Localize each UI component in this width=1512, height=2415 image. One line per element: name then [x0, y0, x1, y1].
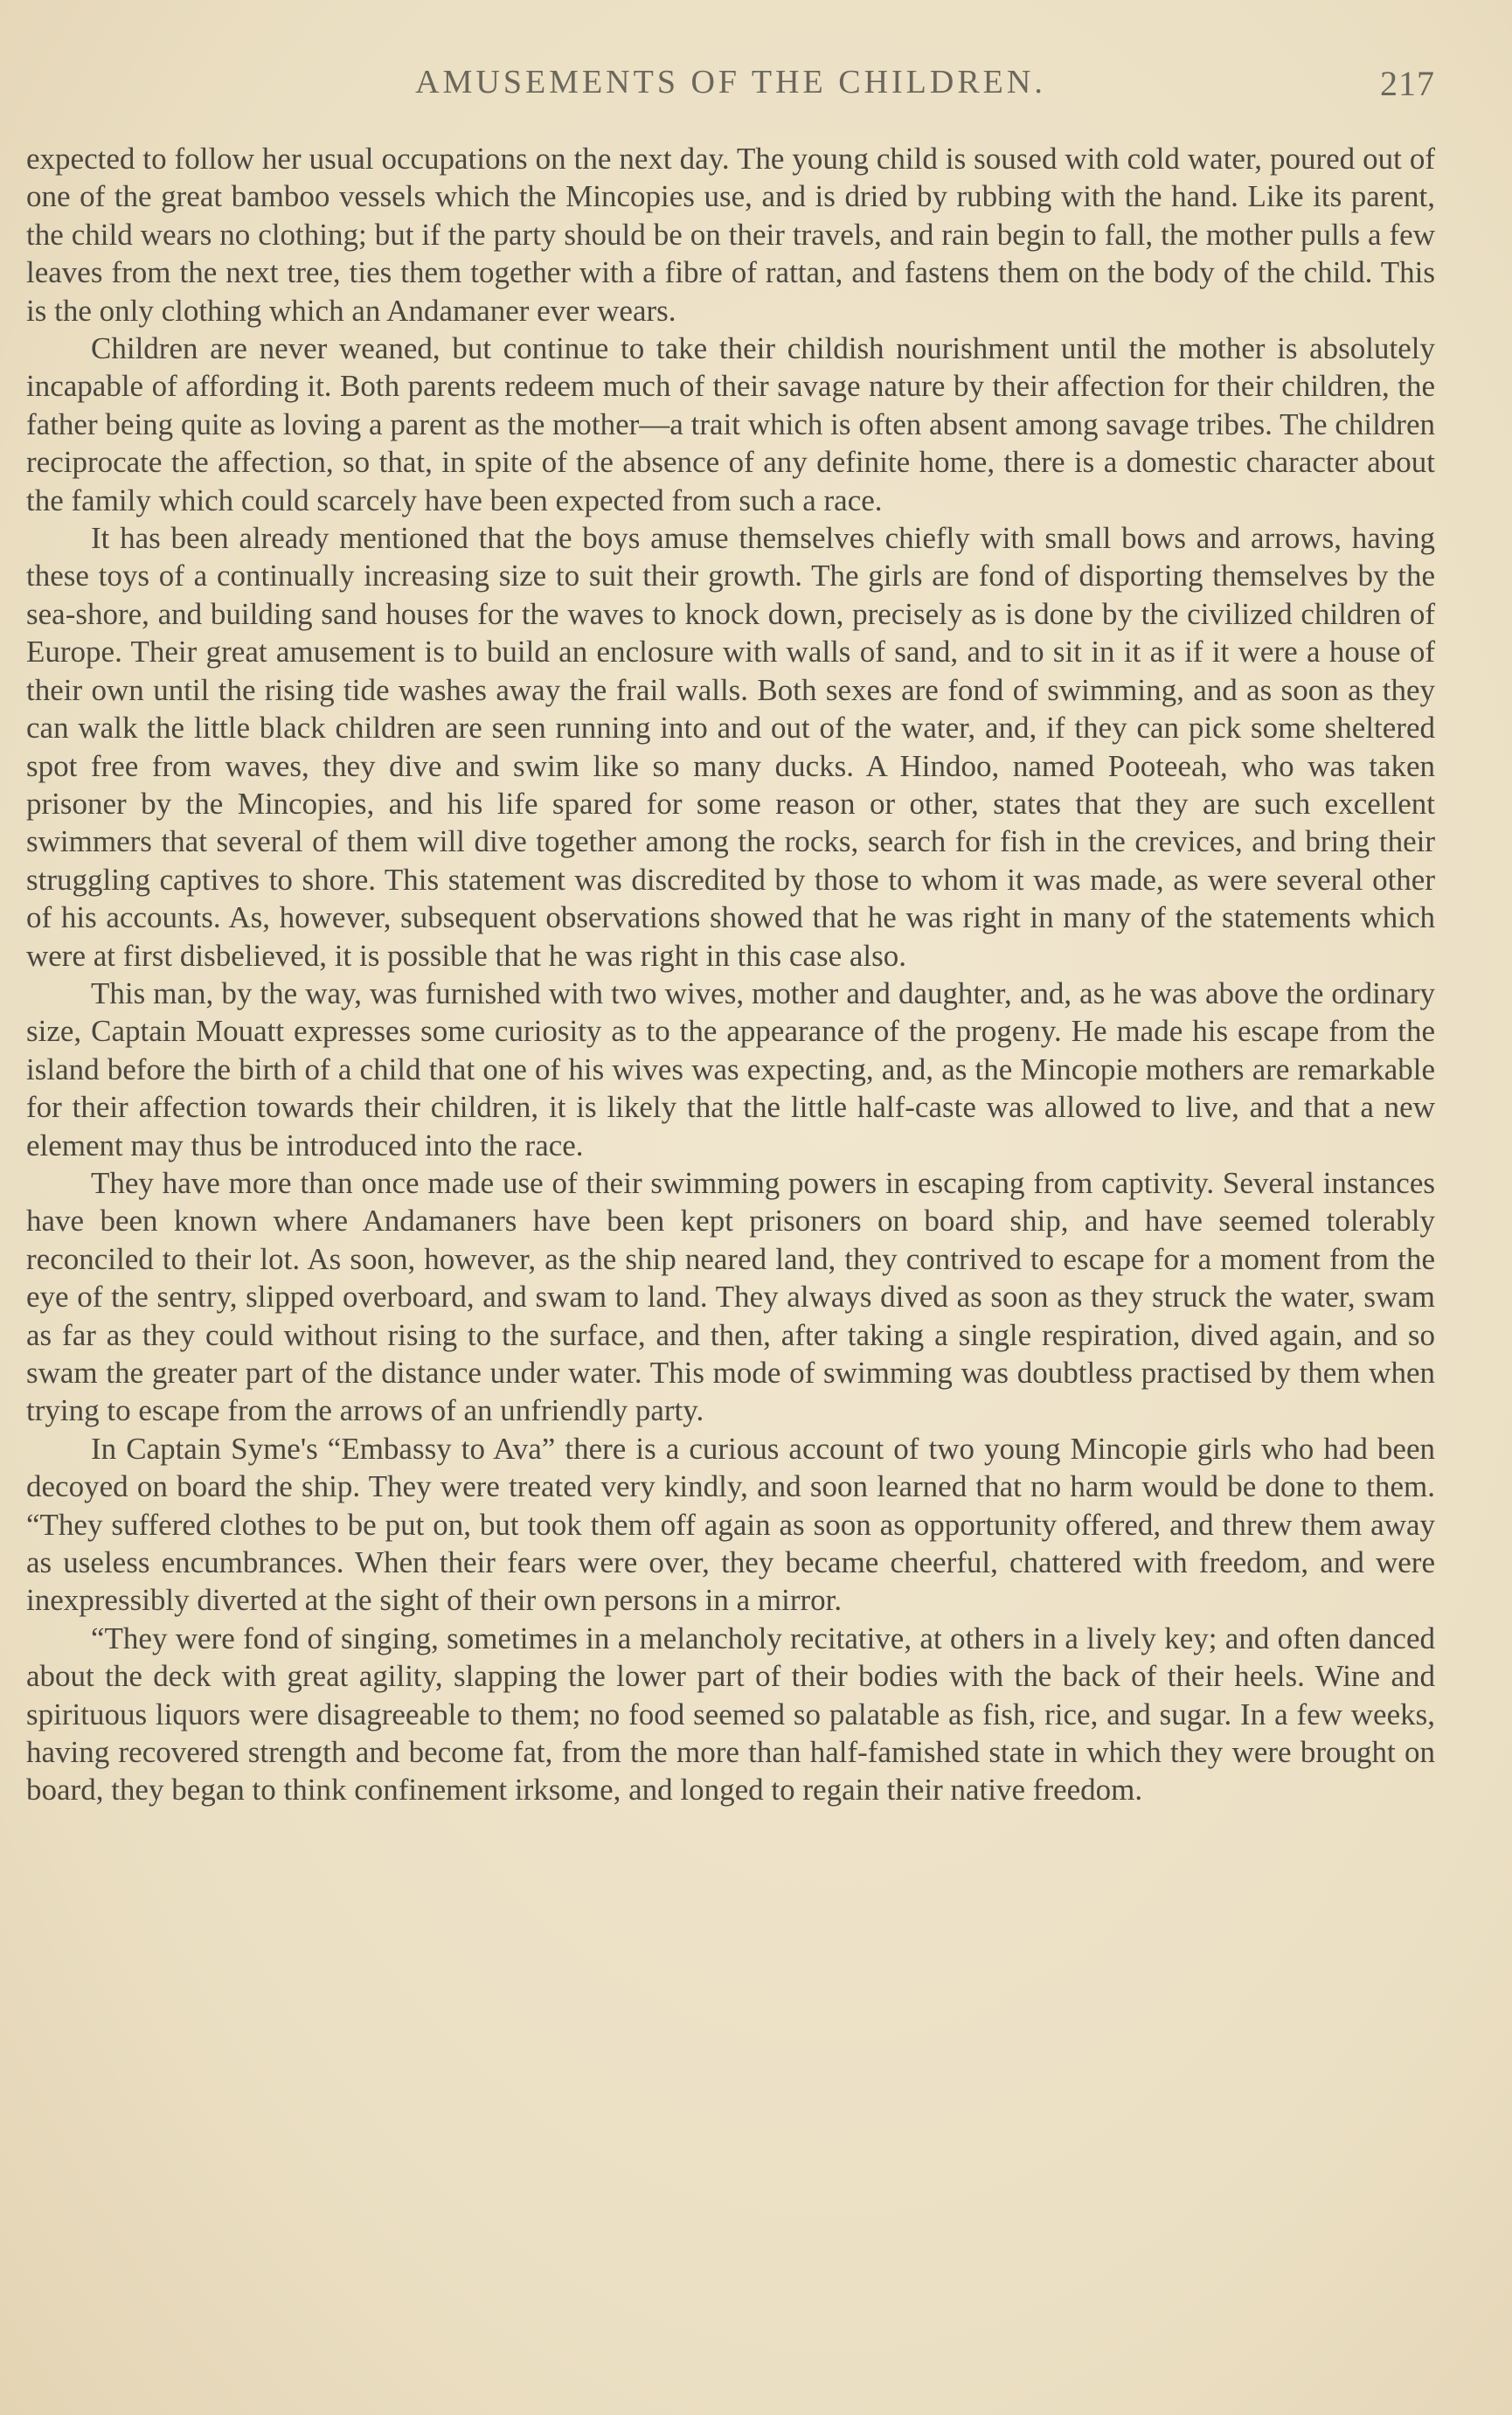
paragraph-wives: This man, by the way, was furnished with two wives, mother and daughter, and, as he was above the ordinary size, Captain Mouatt expresses some curiosity as to the appearance of the progeny. He made his escape from the island before the birth of a child that one of his wives was expecting, and, as the Mincopie mothers are remarkable for their affection towards their children, it is likely that the little half-caste was allowed to live, and that a new element may thus be introduced into the race. [26, 975, 1435, 1162]
paragraph-continued: expected to follow her usual occupations on the next day. The young child is soused with cold water, poured out of one of the great bamboo vessels which the Mincopies use, and is dried by rubbing with the hand. Like its parent, the child wears no clothing; but if the party should be on their travels, and rain begin to fall, the mother pulls a few leaves from the next tree, ties them together with a fibre of rattan, and fastens them on the body of the child. This is the only clothing which an Andamaner ever wears. [26, 142, 1435, 328]
running-title: AMUSEMENTS OF THE CHILDREN. [415, 64, 1046, 101]
page-number: 217 [1380, 64, 1435, 103]
paragraph-weaning: Children are never weaned, but continue to take their childish nourishment until the mother is absolutely incapable of affording it. Both parents redeem much of their savage nature by their affection for their children, the father being quite as loving a parent as the mother—a trait which is often absent among savage tribes. The children reciprocate the affection, so that, in spite of the absence of any definite home, there is a domestic character about the family which could scarcely have been expected from such a race. [26, 331, 1435, 517]
paragraph-amusements: It has been already mentioned that the boys amuse themselves chiefly with small bows and arrows, having these toys of a continually increasing size to suit their growth. The girls are fond of disporting themselves by the sea-shore, and building sand houses for the waves to knock down, precisely as is done by the civilized children of Europe. Their great amusement is to build an enclosure with walls of sand, and to sit in it as if it were a house of their own until the rising tide washes away the frail walls. Both sexes are fond of swimming, and as soon as they can walk the little black children are seen running into and out of the water, and, if they can pick some sheltered spot free from waves, they dive and swim like so many ducks. A Hindoo, named Pooteeah, who was taken prisoner by the Mincopies, and his life spared for some reason or other, states that they are such excellent swimmers that several of them will dive together among the rocks, search for fish in the crevices, and bring their struggling captives to shore. This statement was discredited by those to whom it was made, as were several other of his accounts. As, however, subsequent observations showed that he was right in many of the statements which were at first disbelieved, it is possible that he was right in this case also. [26, 521, 1435, 973]
body-text [26, 140, 1435, 1809]
paragraph-syme-account: In Captain Syme's “Embassy to Ava” there is a curious account of two young Mincopie girls who had been decoyed on board the ship. They were treated very kindly, and soon learned that no harm would be done to them. “They suffered clothes to be put on, but took them off again as soon as opportunity offered, and threw them away as useless encumbrances. When their fears were over, they became cheerful, chattered with freedom, and were inexpressibly diverted at the sight of their own persons in a mirror. [26, 1431, 1435, 1618]
paragraph-captivity: They have more than once made use of their swimming powers in escaping from captivity. Several instances have been known where Andamaners have been kept prisoners on board ship, and have seemed tolerably reconciled to their lot. As soon, however, as the ship neared land, they contrived to escape for a moment from the eye of the sentry, slipped overboard, and swam to land. They always dived as soon as they struck the water, swam as far as they could without rising to the surface, and then, after taking a single respiration, dived again, and so swam the greater part of the distance under water. This mode of swimming was doubtless practised by them when trying to escape from the arrows of an unfriendly party. [26, 1165, 1435, 1428]
page-header [26, 63, 1435, 115]
paragraph-singing: “They were fond of singing, sometimes in a melancholy recitative, at others in a lively key; and often danced about the deck with great agility, slapping the lower part of their bodies with the back of their heels. Wine and spirituous liquors were disagreeable to them; no food seemed so palatable as fish, rice, and sugar. In a few weeks, having recovered strength and become fat, from the more than half-famished state in which they were brought on board, they began to think confinement irksome, and longed to regain their native freedom. [26, 1620, 1435, 1808]
